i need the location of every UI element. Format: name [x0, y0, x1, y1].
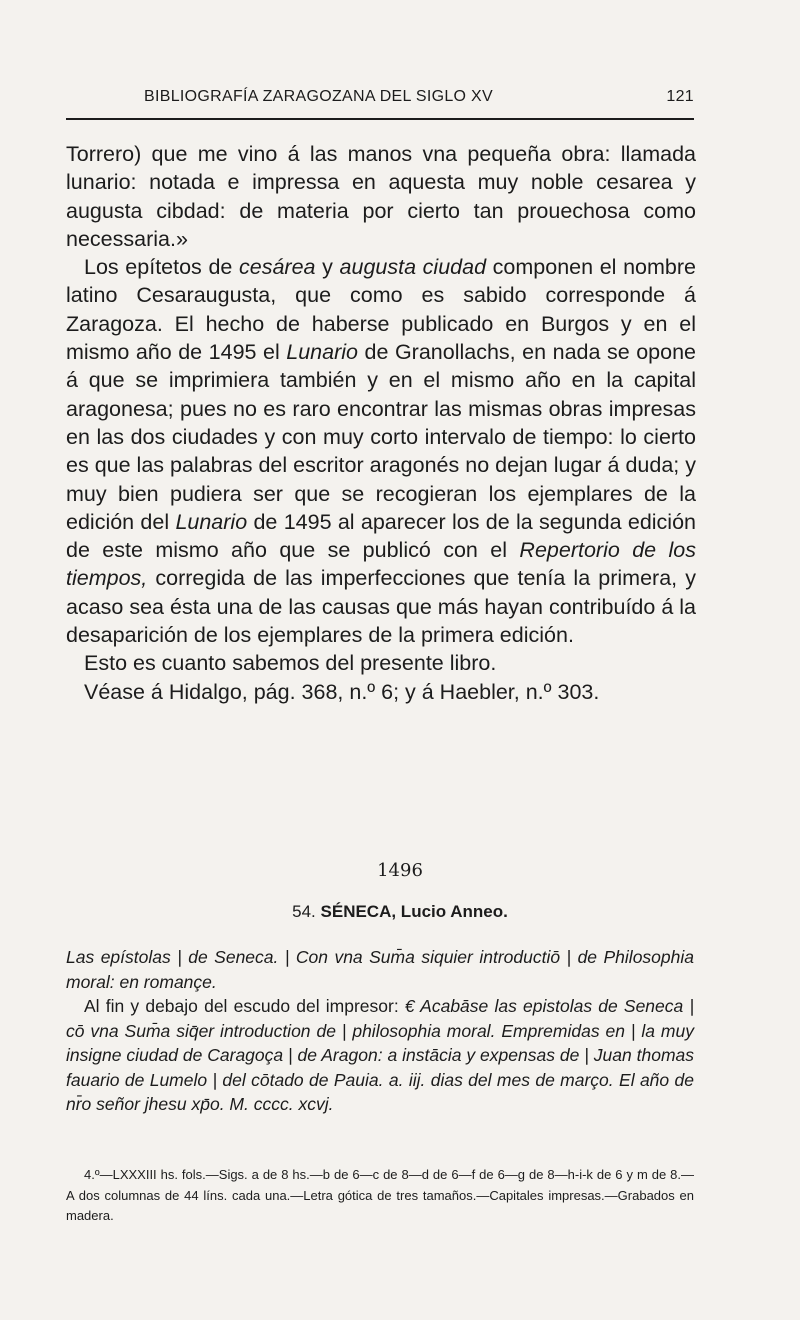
- colophon-intro: Al fin y debajo del escudo del impresor:: [84, 996, 405, 1016]
- collation-note: 4.º—LXXXIII hs. fols.—Sigs. a de 8 hs.—b de 6—c de 8—d de 6—f de 6—g de 8—h-i-k de 6 y m de 8.—A dos columnas de 44 líns. cada una.—Letra gótica de tres tamaños.—Capitales impresas.—Grabados en madera.: [66, 1167, 694, 1223]
- running-header: [66, 88, 694, 118]
- entry-title: Las epístolas | de Seneca. | Con vna Sum̄a siquier introductiō | de Philosophia moral: en romançe.: [66, 947, 694, 992]
- year-heading: 1496: [377, 860, 423, 881]
- text-run: componen el nombre latino Cesaraugusta, que como es sabido corresponde á Zaragoza. El hecho de haberse publicado en Burgos y en el mismo año de 1495 el: [66, 255, 696, 365]
- italic-term: cesárea: [239, 255, 316, 280]
- text-run: de Granollachs, en nada se opone á que se imprimiera también y en el mismo año en la capital aragonesa; pues no es raro encontrar las mismas obras impresas en las dos ciudades y con muy corto intervalo de tiempo: lo cierto es que las palabras del escritor aragonés no dejan lugar á duda; y muy bien pudiera ser que se recogieran los ejemplares de la edición del: [66, 340, 696, 534]
- entry-colophon: [66, 994, 694, 1117]
- text-run: Los epítetos de: [84, 255, 239, 280]
- paragraph-3: Esto es cuanto sabemos del presente libro.: [84, 651, 497, 676]
- entry-description: [66, 945, 694, 1117]
- italic-title: Lunario: [286, 340, 358, 365]
- paragraph-4: Véase á Hidalgo, pág. 368, n.º 6; y á Haebler, n.º 303.: [84, 679, 600, 704]
- colophon-text: € Acabāse las epistolas de Seneca | cō vna Sum̄a siq̄er introduction de | philosophia moral. Empremidas en | la muy insigne ciudad de Caragoça | de Aragon: a instācia y expensas de | Juan thomas fauario de Lumelo | del cōtado de Pauia. a. iij. dias del mes de março. El año de nr̄o señor jhesu xp̄o. M. cccc. xcvj.: [66, 996, 694, 1114]
- italic-title: Repertorio de los tiempos,: [66, 538, 696, 591]
- paragraph-1: Torrero) que me vino á las manos vna pequeña obra: llamada lunario: notada e impressa en aquesta muy noble cesarea y augusta cibdad: de materia por cierto tan prouechosa como necessaria.»: [66, 142, 696, 251]
- main-text: [66, 140, 696, 706]
- entry-heading: [0, 902, 800, 922]
- text-run: corregida de las imperfecciones que tenía la primera, y acaso sea ésta una de las causas que más hayan contribuído á la desaparición de los ejemplares de la primera edición.: [66, 566, 696, 648]
- text-run: de 1495 al aparecer los de la segunda edición de este mismo año que se publicó con el: [66, 509, 696, 563]
- italic-term: augusta ciudad: [339, 255, 487, 280]
- italic-title: Lunario: [175, 509, 248, 534]
- page-number: 121: [666, 88, 694, 105]
- header-rule: [66, 118, 694, 120]
- paragraph-2: [66, 253, 696, 649]
- running-title: BIBLIOGRAFÍA ZARAGOZANA DEL SIGLO XV: [144, 88, 493, 105]
- entry-number: 54.: [292, 902, 316, 921]
- text-run: y: [315, 255, 340, 280]
- entry-author: SÉNECA, Lucio Anneo.: [320, 902, 508, 921]
